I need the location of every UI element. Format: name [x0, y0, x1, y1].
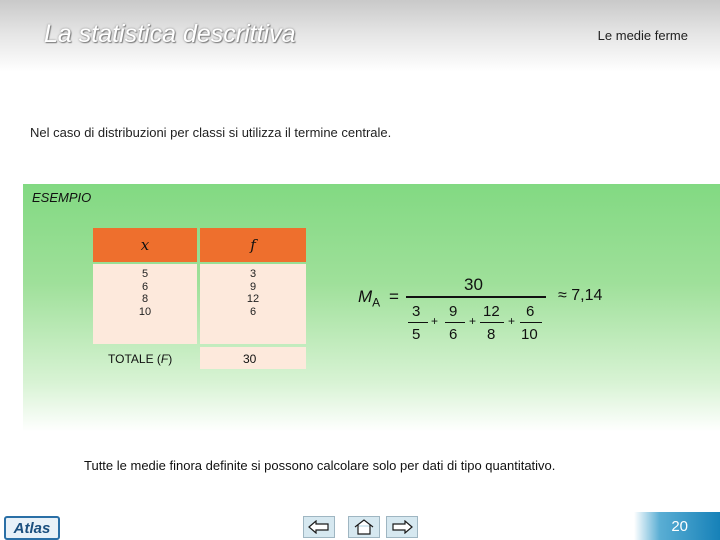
equals-sign: =	[389, 287, 399, 306]
formula-result: ≈ 7,14	[558, 287, 603, 304]
home-button[interactable]	[348, 516, 380, 538]
home-icon	[353, 519, 375, 535]
arrow-right-icon	[391, 520, 413, 534]
next-slide-button[interactable]	[386, 516, 418, 538]
f-value: 6	[249, 305, 257, 318]
intro-text: Nel caso di distribuzioni per classi si utilizza il termine centrale.	[30, 125, 392, 140]
term-fraction-line	[520, 322, 542, 323]
term-denominator: 6	[449, 326, 458, 343]
logo-text: Atlas	[13, 519, 51, 537]
mean-symbol-letter: M	[358, 287, 373, 306]
term-denominator: 5	[412, 326, 421, 343]
x-value: 10	[138, 305, 152, 318]
mean-subscript: A	[372, 295, 381, 310]
term-numerator: 6	[526, 303, 535, 320]
x-value: 8	[141, 293, 149, 305]
f-values-column	[238, 268, 268, 318]
table-header-f	[200, 228, 306, 262]
f-value: 12	[246, 293, 260, 305]
term-numerator: 9	[449, 303, 458, 320]
term-denominator: 10	[521, 326, 538, 343]
plus-sign: +	[431, 314, 439, 328]
x-value: 6	[141, 280, 149, 293]
total-label-prefix: TOTALE (	[108, 352, 161, 366]
section-subtitle: Le medie ferme	[597, 28, 688, 43]
f-value: 3	[249, 268, 257, 280]
plus-sign: +	[508, 314, 516, 328]
mean-symbol	[358, 287, 380, 309]
formula-numerator: 30	[464, 275, 483, 294]
example-label: ESEMPIO	[32, 190, 92, 205]
term-numerator: 12	[483, 303, 500, 320]
plus-sign: +	[469, 314, 477, 328]
term-fraction-line	[445, 322, 465, 323]
header-f-label: f	[250, 236, 256, 254]
x-value: 5	[141, 268, 149, 280]
total-label-suffix: )	[168, 352, 173, 366]
previous-slide-button[interactable]	[303, 516, 335, 538]
term-numerator: 3	[412, 303, 421, 320]
page-number-badge	[634, 512, 720, 540]
page-title: La statistica descrittiva	[44, 20, 296, 48]
total-label-symbol: F	[160, 352, 169, 366]
term-fraction-line	[408, 322, 428, 323]
publisher-logo	[4, 516, 60, 540]
table-header-x	[93, 228, 197, 262]
header-x-label: x	[140, 236, 150, 254]
page-number: 20	[671, 517, 688, 535]
term-fraction-line	[480, 322, 504, 323]
main-fraction-line	[406, 296, 546, 298]
total-value: 30	[243, 352, 257, 366]
x-values-column	[130, 268, 160, 318]
f-value: 9	[249, 280, 257, 293]
arrow-left-icon	[308, 520, 330, 534]
total-label	[108, 352, 172, 366]
term-denominator: 8	[487, 326, 496, 343]
conclusion-text: Tutte le medie finora definite si possono calcolare solo per dati di tipo quantitativo.	[84, 458, 556, 473]
